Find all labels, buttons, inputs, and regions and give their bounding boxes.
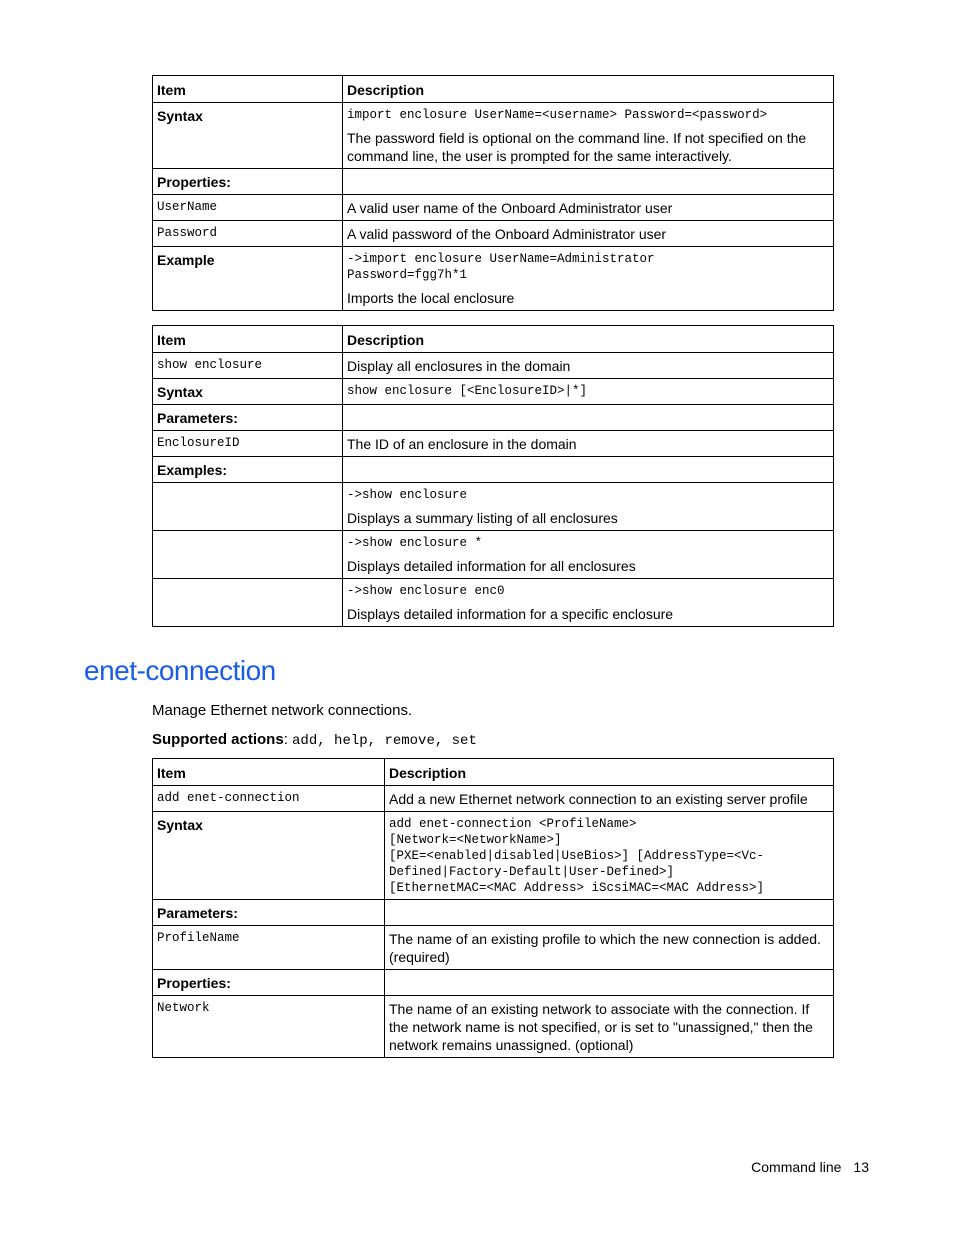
table-row [153, 812, 834, 900]
parameter-name [153, 431, 343, 457]
syntax-cell [343, 379, 834, 405]
example-description: Displays detailed information for all enclosures [347, 558, 636, 574]
empty-cell [153, 483, 343, 531]
command-name: add enet-connection [157, 791, 300, 805]
property-name [153, 221, 343, 247]
table-header-row [153, 759, 834, 786]
empty-cell [343, 457, 834, 483]
import-enclosure-table [152, 75, 834, 311]
table-row [153, 970, 834, 996]
table-row [153, 579, 834, 627]
table-row [153, 457, 834, 483]
properties-label: Properties: [153, 970, 385, 996]
header-description: Description [385, 759, 834, 786]
empty-cell [385, 900, 834, 926]
table-row [153, 247, 834, 311]
empty-cell [153, 531, 343, 579]
command-cell [153, 786, 385, 812]
table-header-row [153, 76, 834, 103]
parameters-label: Parameters: [153, 405, 343, 431]
syntax-label: Syntax [153, 103, 343, 169]
network-property: Network [157, 1001, 210, 1015]
empty-cell [153, 579, 343, 627]
table-row [153, 531, 834, 579]
example-cell [343, 579, 834, 627]
table-header-row [153, 326, 834, 353]
header-description: Description [343, 76, 834, 103]
example-code: ->show enclosure enc0 [347, 584, 505, 598]
header-item: Item [153, 759, 385, 786]
syntax-note: The password field is optional on the command line. If not specified on the command line, the user is prompted for the same interactively. [347, 130, 807, 164]
examples-label: Examples: [153, 457, 343, 483]
parameters-label: Parameters: [153, 900, 385, 926]
syntax-code: add enet-connection <ProfileName> [Network=<NetworkName>] [PXE=<enabled|disabled|UseBios>] [AddressType=<Vc- Defined|Factory-Default|User-Defined>] [EthernetMAC=<MAC Address> iScsiMAC=<MAC Address>] [389, 817, 765, 895]
supported-actions-colon: : [283, 731, 293, 748]
example-description: Imports the local enclosure [347, 290, 515, 306]
syntax-label: Syntax [153, 812, 385, 900]
table-row [153, 483, 834, 531]
show-enclosure-table [152, 325, 834, 627]
table-row [153, 996, 834, 1058]
property-description: A valid user name of the Onboard Administrator user [343, 195, 834, 221]
empty-cell [343, 405, 834, 431]
example-cell [343, 247, 834, 311]
parameter-name [153, 926, 385, 970]
table-row [153, 926, 834, 970]
username-property: UserName [157, 200, 218, 214]
footer-section: Command line [751, 1159, 842, 1175]
table-row [153, 195, 834, 221]
example-description: Displays detailed information for a specific enclosure [347, 606, 674, 622]
property-description: The name of an existing network to associate with the connection. If the network name is not specified, or is set to "unassigned," then the network remains unassigned. (optional) [385, 996, 834, 1058]
table-row [153, 786, 834, 812]
table-row [153, 900, 834, 926]
property-description: A valid password of the Onboard Administrator user [343, 221, 834, 247]
header-description: Description [343, 326, 834, 353]
add-enet-connection-table [152, 758, 834, 1058]
properties-label: Properties: [153, 169, 343, 195]
property-name [153, 195, 343, 221]
table-row [153, 169, 834, 195]
table-row [153, 379, 834, 405]
parameter-description: The ID of an enclosure in the domain [343, 431, 834, 457]
page-footer [751, 1159, 869, 1175]
parameter-description: The name of an existing profile to which the new connection is added. (required) [385, 926, 834, 970]
command-description: Add a new Ethernet network connection to an existing server profile [385, 786, 834, 812]
header-item: Item [153, 76, 343, 103]
section-title: enet-connection [84, 655, 276, 686]
table-row [153, 353, 834, 379]
password-property: Password [157, 226, 218, 240]
empty-cell [343, 169, 834, 195]
example-label: Example [153, 247, 343, 311]
section-intro: Manage Ethernet network connections. [152, 702, 413, 719]
example-code: ->show enclosure [347, 488, 468, 502]
table-row [153, 405, 834, 431]
supported-actions [152, 731, 477, 749]
example-description: Displays a summary listing of all enclosures [347, 510, 618, 526]
example-cell [343, 531, 834, 579]
command-description: Display all enclosures in the domain [343, 353, 834, 379]
table-row [153, 431, 834, 457]
supported-actions-label: Supported actions [152, 731, 284, 748]
syntax-cell [385, 812, 834, 900]
syntax-code: import enclosure UserName=<username> Password=<password> [347, 108, 768, 122]
syntax-code: show enclosure [<EnclosureID>|*] [347, 384, 588, 398]
example-code: ->import enclosure UserName=Administrator Password=fgg7h*1 [347, 252, 655, 282]
page-number: 13 [853, 1159, 869, 1175]
syntax-label: Syntax [153, 379, 343, 405]
syntax-cell [343, 103, 834, 169]
command-cell [153, 353, 343, 379]
enclosure-id-parameter: EnclosureID [157, 436, 240, 450]
table-row [153, 221, 834, 247]
supported-actions-values: add, help, remove, set [292, 733, 477, 749]
table-row [153, 103, 834, 169]
example-cell [343, 483, 834, 531]
profile-name-parameter: ProfileName [157, 931, 240, 945]
empty-cell [385, 970, 834, 996]
example-code: ->show enclosure * [347, 536, 483, 550]
header-item: Item [153, 326, 343, 353]
command-name: show enclosure [157, 358, 263, 372]
property-name [153, 996, 385, 1058]
